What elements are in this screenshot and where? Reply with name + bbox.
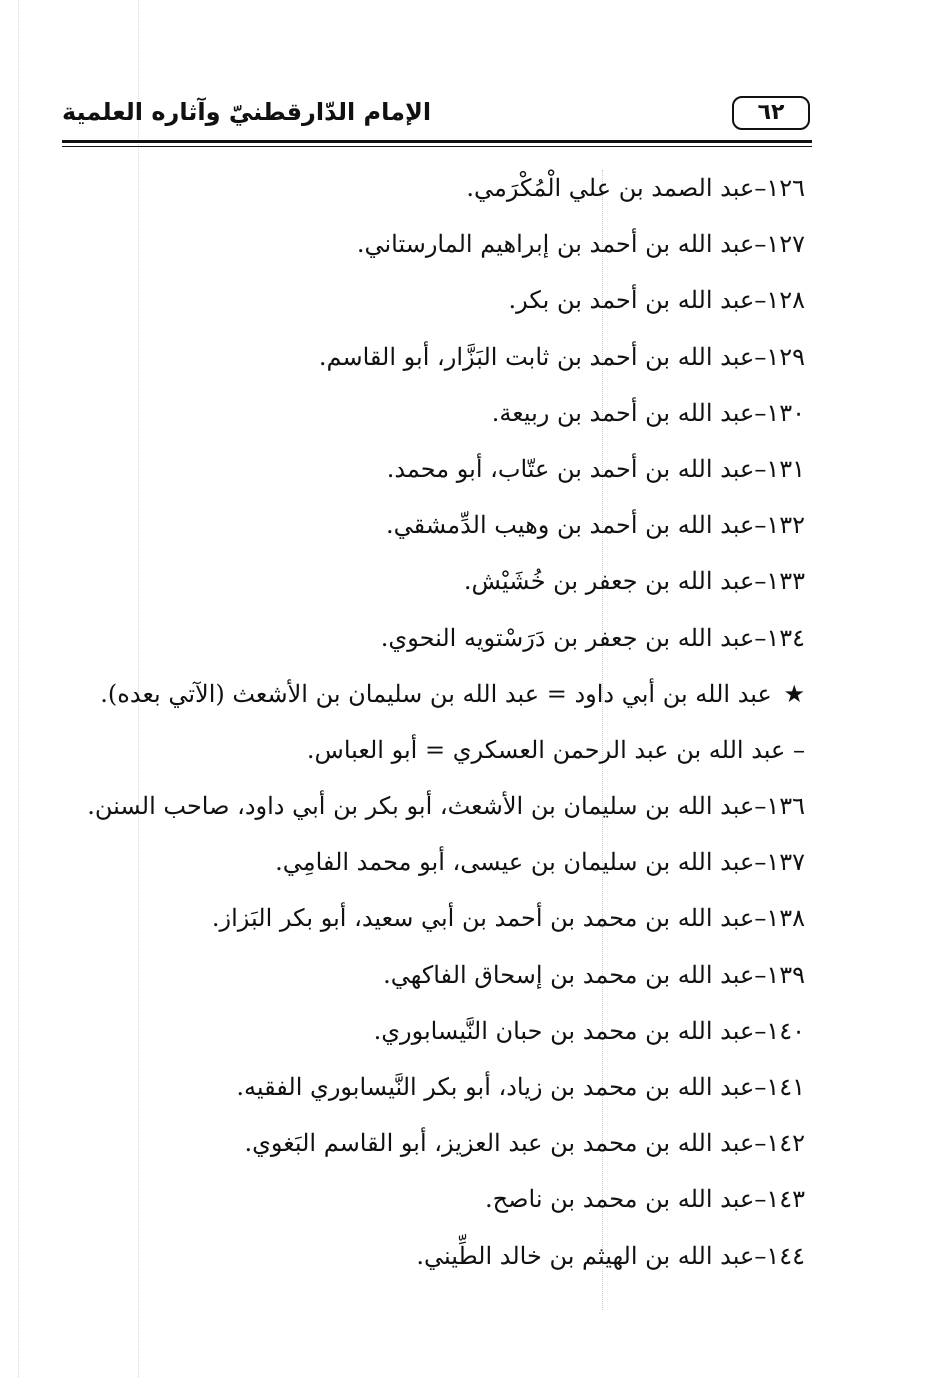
entry-text: –عبد الله بن محمد بن عبد العزيز، أبو القاسم البَغوي. — [244, 1129, 767, 1158]
entry-text: –عبد الله بن محمد بن حبان النَّيسابوري. — [373, 1016, 767, 1045]
entry-text: –عبد الله بن محمد بن زياد، أبو بكر النَّيسابوري الفقيه. — [236, 1073, 767, 1101]
entry-number: ١٤٤ — [766, 1241, 805, 1270]
entry-text: –عبد الله بن الهيثم بن خالد الطِّيني. — [416, 1241, 767, 1270]
entry-text: –عبد الله بن جعفر بن خُشَيْش. — [463, 567, 767, 596]
list-item — [60, 947, 805, 1003]
entry-number: ١٢٧ — [766, 230, 805, 259]
header-rule-thin — [62, 146, 812, 147]
entry-number: ١٣٦ — [766, 792, 805, 821]
entry-number: ١٣٣ — [766, 567, 805, 596]
list-item — [60, 441, 805, 497]
page-header — [62, 92, 812, 144]
list-item — [60, 497, 805, 553]
entry-number: ١٣٨ — [766, 904, 805, 933]
entry-text: –عبد الله بن أحمد بن بكر. — [508, 286, 767, 315]
list-item — [60, 1171, 805, 1227]
entry-text: –عبد الله بن محمد بن إسحاق الفاكهي. — [383, 960, 767, 989]
list-item — [60, 329, 805, 385]
entry-number: ١٣٢ — [766, 511, 805, 540]
entry-number: ١٣١ — [766, 454, 805, 483]
entry-text: عبد الله بن أبي داود = عبد الله بن سليمان بن الأشعث (الآتي بعده). — [100, 679, 780, 708]
page-number: ٦٢ — [732, 96, 810, 130]
star-icon: ★ — [783, 679, 805, 708]
list-item — [60, 1115, 805, 1171]
book-title: الإمام الدّارقطنيّ وآثاره العلمية — [62, 98, 432, 126]
entry-number: ١٢٨ — [766, 286, 805, 315]
list-item — [60, 778, 805, 834]
entry-text: –عبد الله بن أحمد بن ثابت البَزَّار، أبو القاسم. — [318, 342, 767, 371]
entry-number: ١٣٠ — [766, 398, 805, 427]
list-item — [60, 216, 805, 272]
list-item — [60, 610, 805, 666]
entry-number: ١٤٣ — [766, 1185, 805, 1214]
entry-number: ١٢٦ — [766, 174, 805, 202]
entry-text: –عبد الله بن محمد بن أحمد بن أبي سعيد، أبو بكر البَزاز. — [211, 904, 767, 933]
entry-number: ١٤٢ — [766, 1129, 805, 1158]
entry-number: ١٣٧ — [766, 848, 805, 877]
scan-edge-line — [18, 0, 19, 1377]
list-item — [60, 160, 805, 216]
entry-text: –عبد الله بن أحمد بن عتّاب، أبو محمد. — [386, 454, 767, 483]
entry-text: عبد الله بن عبد الرحمن العسكري = أبو العباس. — [306, 735, 793, 764]
entry-text: –عبد الله بن سليمان بن عيسى، أبو محمد الفامِي. — [275, 848, 767, 877]
list-item — [60, 1228, 805, 1284]
entry-number: ١٤١ — [766, 1073, 805, 1101]
entry-list — [60, 160, 805, 1284]
entry-text: –عبد الصمد بن علي الْمُكْرَمي. — [466, 174, 767, 202]
entry-text: –عبد الله بن جعفر بن دَرَسْتويه النحوي. — [380, 623, 767, 652]
dash-marker: – — [793, 735, 805, 764]
entry-number: ١٢٩ — [766, 342, 805, 371]
list-item — [60, 1003, 805, 1059]
entry-number: ١٣٤ — [766, 623, 805, 652]
entry-text: –عبد الله بن محمد بن ناصح. — [485, 1185, 767, 1214]
entry-number: ١٤٠ — [766, 1016, 805, 1045]
list-item — [60, 385, 805, 441]
list-item — [60, 890, 805, 946]
cross-reference-item — [60, 666, 805, 722]
entry-number: ١٣٩ — [766, 960, 805, 989]
entry-text: –عبد الله بن أحمد بن ربيعة. — [491, 398, 767, 427]
list-item — [60, 272, 805, 328]
list-item — [60, 553, 805, 609]
header-rule-thick — [62, 140, 812, 143]
entry-text: –عبد الله بن أحمد بن وهيب الدِّمشقي. — [386, 511, 767, 540]
entry-text: –عبد الله بن سليمان بن الأشعث، أبو بكر بن أبي داود، صاحب السنن. — [87, 792, 767, 821]
cross-reference-item — [60, 722, 805, 778]
list-item — [60, 1059, 805, 1115]
list-item — [60, 834, 805, 890]
entry-text: –عبد الله بن أحمد بن إبراهيم المارستاني. — [356, 230, 767, 259]
